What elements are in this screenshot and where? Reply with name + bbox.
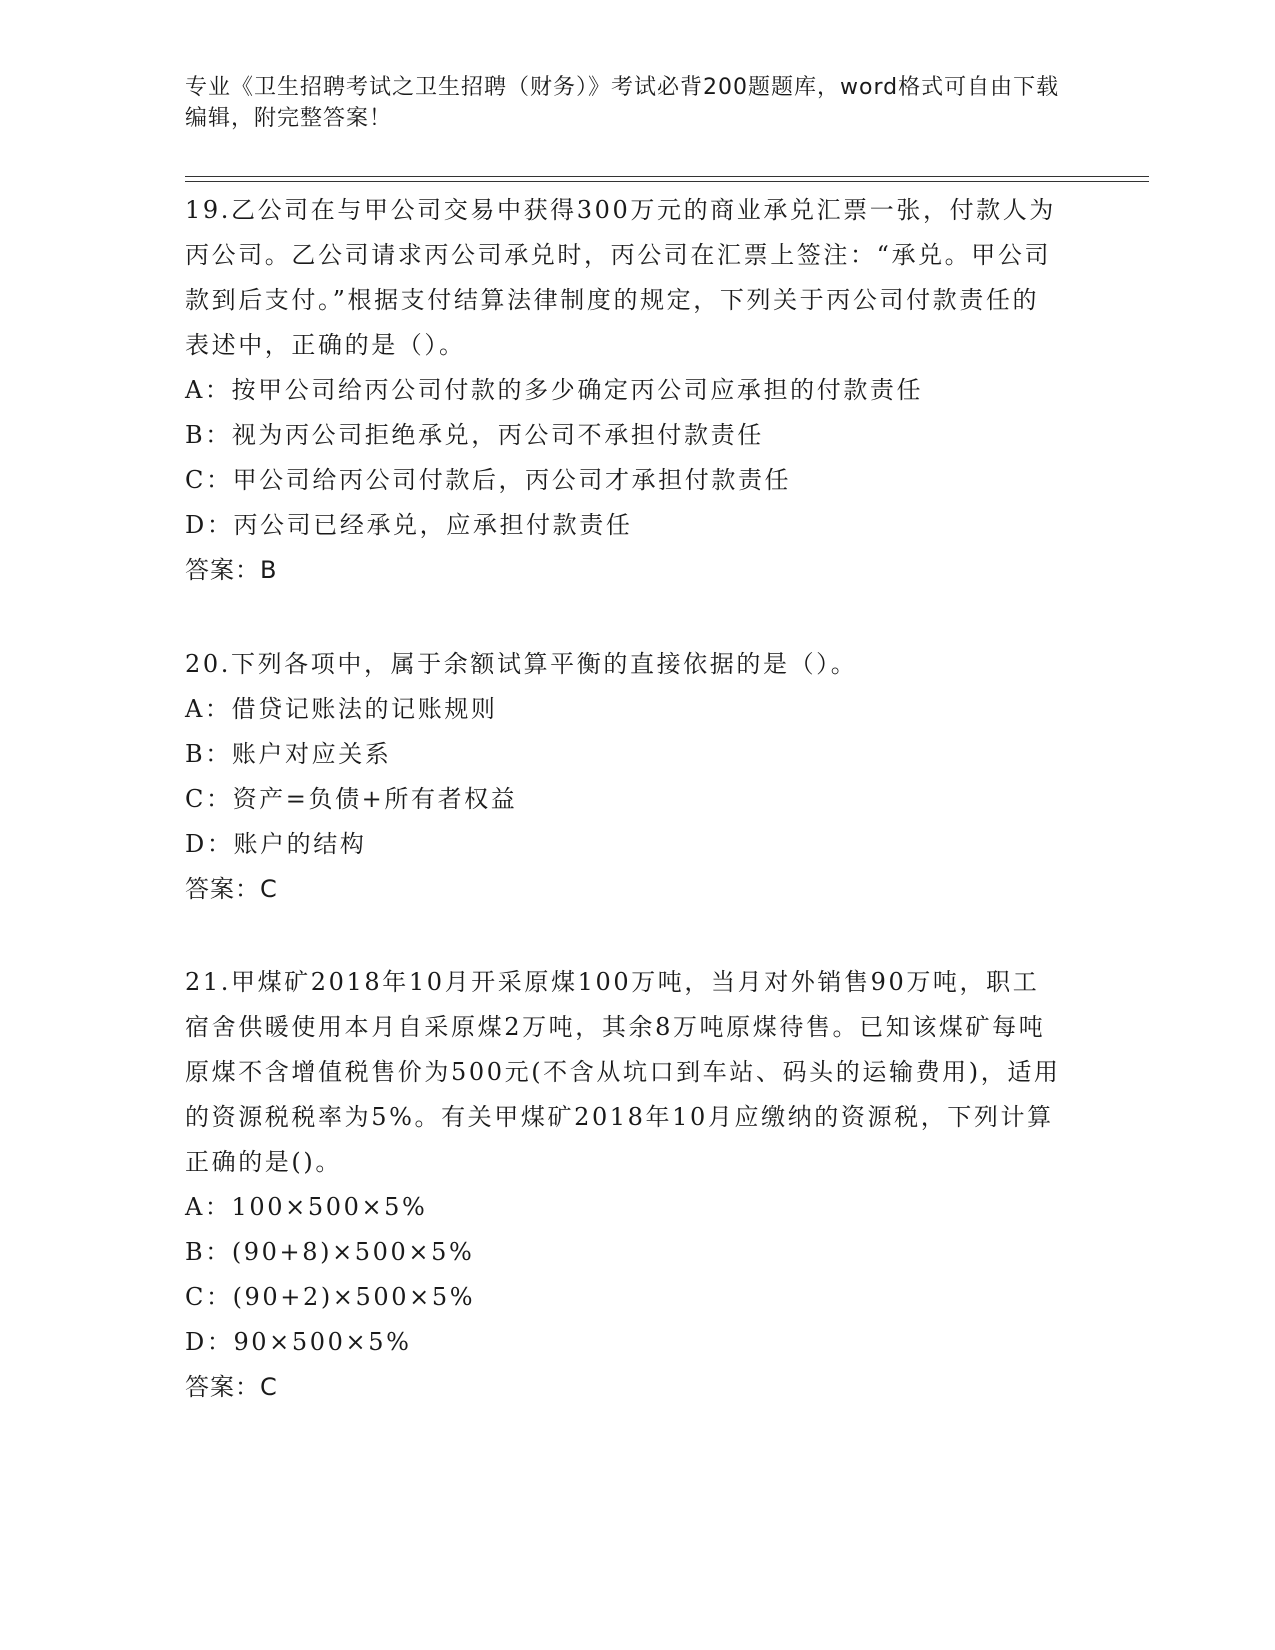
option-b: B：账户对应关系 bbox=[185, 740, 392, 768]
header-rule-bottom bbox=[185, 181, 1149, 182]
answer: 答案：C bbox=[185, 875, 278, 903]
option-d: D：丙公司已经承兑，应承担付款责任 bbox=[185, 511, 633, 539]
question-stem: 19.乙公司在与甲公司交易中获得300万元的商业承兑汇票一张，付款人为丙公司。乙公司请求丙公司承兑时，丙公司在汇票上签注：“承兑。甲公司款到后支付。”根据支付结算法律制度的规定，下列关于丙公司付款责任的表述中，正确的是（）。 bbox=[185, 196, 1056, 359]
option-d: D：账户的结构 bbox=[185, 830, 367, 858]
answer: 答案：B bbox=[185, 556, 278, 584]
option-a: A：100×500×5% bbox=[185, 1193, 428, 1221]
option-d: D：90×500×5% bbox=[185, 1328, 412, 1356]
option-a: A：按甲公司给丙公司付款的多少确定丙公司应承担的付款责任 bbox=[185, 376, 924, 404]
header-rule-top bbox=[185, 176, 1149, 177]
option-b: B：(90+8)×500×5% bbox=[185, 1238, 475, 1266]
document-header: 专业《卫生招聘考试之卫生招聘（财务）》考试必背200题题库，word格式可自由下载编辑，附完整答案！ bbox=[185, 75, 1060, 131]
option-c: C：甲公司给丙公司付款后，丙公司才承担付款责任 bbox=[185, 466, 792, 494]
question-20 bbox=[185, 642, 1065, 912]
option-c: C：资产=负债+所有者权益 bbox=[185, 785, 518, 813]
option-c: C：(90+2)×500×5% bbox=[185, 1283, 476, 1311]
option-a: A：借贷记账法的记账规则 bbox=[185, 695, 498, 723]
question-stem: 21.甲煤矿2018年10月开采原煤100万吨，当月对外销售90万吨，职工宿舍供暖使用本月自采原煤2万吨，其余8万吨原煤待售。已知该煤矿每吨原煤不含增值税售价为500元(不含从坑口到车站、码头的运输费用)，适用的资源税税率为5%。有关甲煤矿2018年10月应缴纳的资源税，下列计算正确的是()。 bbox=[185, 968, 1061, 1176]
question-stem: 20.下列各项中，属于余额试算平衡的直接依据的是（）。 bbox=[185, 650, 858, 678]
question-21 bbox=[185, 960, 1065, 1410]
option-b: B：视为丙公司拒绝承兑，丙公司不承担付款责任 bbox=[185, 421, 764, 449]
answer: 答案：C bbox=[185, 1373, 278, 1401]
question-19 bbox=[185, 188, 1065, 593]
